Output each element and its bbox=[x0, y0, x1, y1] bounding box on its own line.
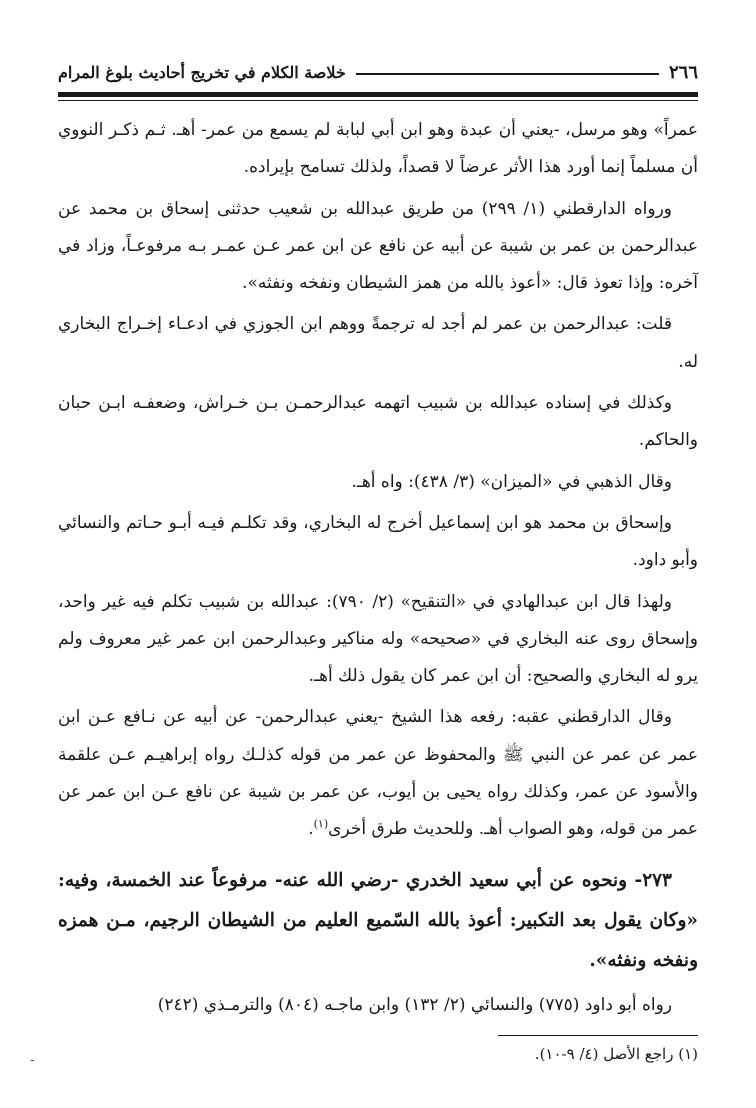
hadith-273: ٢٧٣- ونحوه عن أبي سعيد الخدري -رضي الله عنه- مرفوعاً عند الخمسة، وفيه: «وكان يقول بعد التكبير: أعوذ بالله السّميع العليم من الشيطان الرجيم، مـن همزه ونفخه ونفثه». bbox=[58, 869, 698, 971]
footnote-reference[interactable]: (١) bbox=[313, 817, 329, 831]
paragraph-last: رواه أبو داود (٧٧٥) والنسائي (٢/ ١٣٢) وابن ماجـه (٨٠٤) والترمـذي (٢٤٢) bbox=[157, 994, 672, 1015]
footnote-separator bbox=[498, 1035, 698, 1036]
header-rule-thin bbox=[58, 100, 698, 101]
paragraph-8 bbox=[58, 699, 698, 848]
header-line bbox=[356, 73, 659, 75]
page-number: ٢٦٦ bbox=[668, 61, 698, 83]
body-text bbox=[58, 112, 698, 1028]
paragraph-5: وقال الذهبي في «الميزان» (٣/ ٤٣٨): واه أهـ. bbox=[351, 471, 672, 492]
paragraph-6: وإسحاق بن محمد هو ابن إسماعيل أخرج له البخاري، وقد تكلـم فيـه أبـو حـاتم والنسائي وأبو داود. bbox=[58, 512, 698, 571]
header-rule-thick bbox=[58, 92, 698, 97]
paragraph-4: وكذلك في إسناده عبدالله بن شبيب اتهمه عبدالرحمـن بـن خـراش، وضعفـه ابـن حبان والحاكم. bbox=[58, 393, 698, 451]
footnote-1: (١) راجع الأصل (٤/ ٩-١٠). bbox=[534, 1045, 698, 1063]
paragraph-1: عمراً» وهو مرسل، -يعني أن عبدة وهو ابن أبي لبابة لم يسمع من عمر- أهـ. ثـم ذكـر النووي أن مسلماً إنما أورد هذا الأثر عرضاً لا قصداً، ولذلك تسامح بإيراده. bbox=[58, 120, 698, 178]
paragraph-8-end: . bbox=[308, 819, 314, 840]
paragraph-7: ولهذا قال ابن عبدالهادي في «التنقيح» (٢/ ٧٩٠): عبدالله بن شبيب تكلم فيه غير واحد، وإسحاق روى عنه البخاري في «صحيحه» وله مناكير وعبدالرحمن ابن عمر غير معروف ولم يرو له البخاري والصحيح: أن ابن عمر كان يقول ذلك أهـ. bbox=[58, 591, 698, 687]
paragraph-2: ورواه الدارقطني (١/ ٢٩٩) من طريق عبدالله بن شعيب حدثنى إسحاق بن محمد عن عبدالرحمن بن عمر بن شيبة عن أبيه عن نافع عن ابن عمر عـن عمـر بـه مرفوعـاً، وزاد في آخره: وإذا تعوذ قال: «أعوذ بالله من همز الشيطان ونفخه ونفثه». bbox=[58, 198, 698, 294]
running-title: خلاصة الكلام في تخريج أحاديث بلوغ المرام bbox=[58, 62, 346, 82]
page-header bbox=[58, 58, 698, 86]
paragraph-8-text: وقال الدارقطني عقبه: رفعه هذا الشيخ -يعني عبدالرحمن- عن أبيه عن نـافع عـن ابن عمر عن عمر عن النبي ﷺ والمحفوظ عن عمر من قوله كذلـك رواه إبراهيـم عـن علقمة والأسود عن عمر، وكذلك رواه يحيى بن أيوب، عن عمر بن شيبة عن نافع عـن ابن عمر عن عمر من قوله، وهو الصواب أهـ. وللحديث طرق أخرى bbox=[58, 707, 698, 840]
margin-mark: - bbox=[30, 1052, 35, 1068]
paragraph-3: قلت: عبدالرحمن بن عمر لم أجد له ترجمةً ووهم ابن الجوزي في ادعـاء إخـراج البخاري له. bbox=[58, 314, 698, 372]
